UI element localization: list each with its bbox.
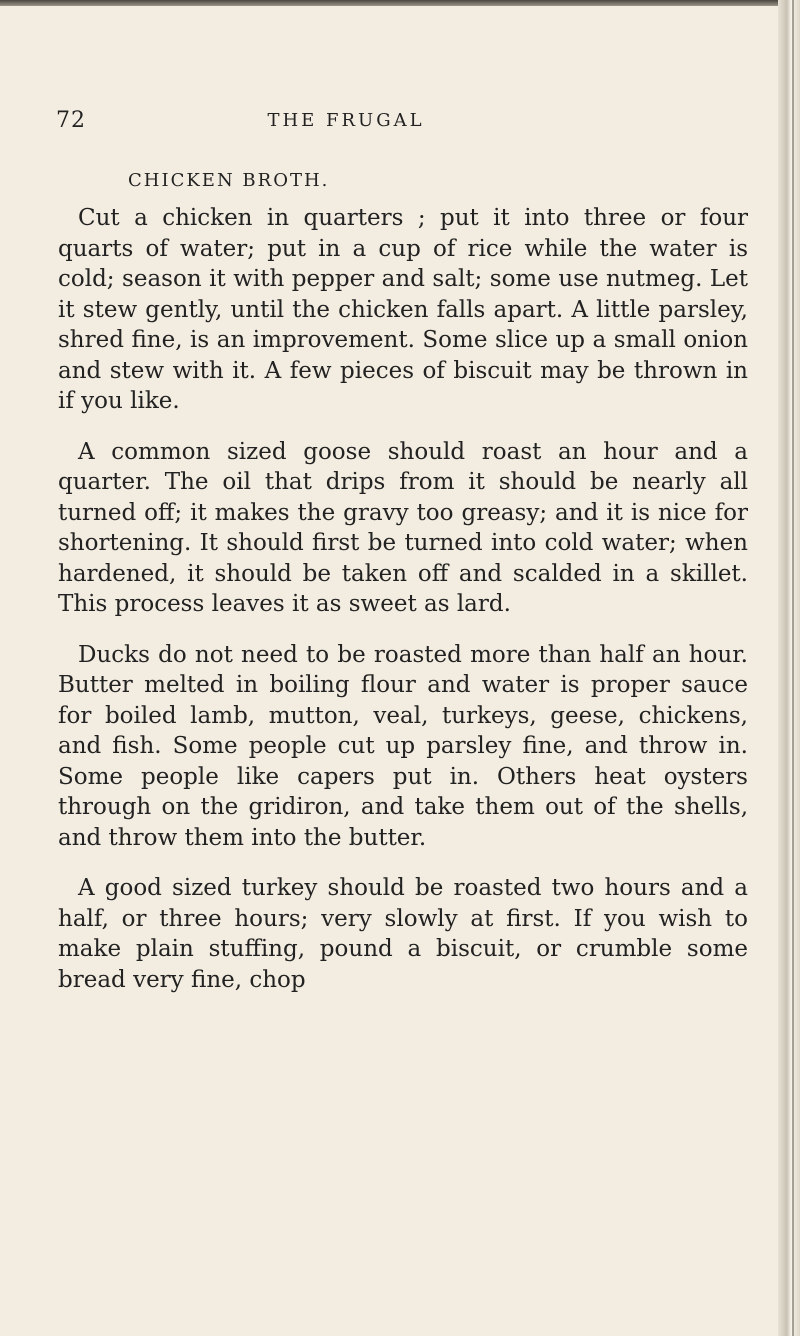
page-header xyxy=(56,108,746,148)
running-head: THE FRUGAL xyxy=(267,110,425,131)
article-body xyxy=(58,170,748,995)
page-right-edge xyxy=(778,0,800,1336)
paragraph-ducks: Ducks do not need to be roasted more than half an hour. Butter melted in boiling flour and water is proper sauce for boiled lamb, mutton, veal, turkeys, geese, chickens, and fish. Some people cut up parsley fine, and throw in. Some people like capers put in. Others heat oysters through on the gridiron, and take them out of the shells, and throw them into the butter. xyxy=(58,641,748,851)
section-title: CHICKEN BROTH. xyxy=(128,170,330,191)
paragraph-goose: A common sized goose should roast an hour and a quarter. The oil that drips from it should be nearly all turned off; it makes the gravy too greasy; and it is nice for shortening. It should first be turned into cold water; when hardened, it should be taken off and scalded in a skillet. This process leaves it as sweet as lard. xyxy=(58,438,748,617)
page-top-edge xyxy=(0,0,800,6)
page-number: 72 xyxy=(56,108,86,133)
paragraph-turkey: A good sized turkey should be roasted two hours and a half, or three hours; very slowly at first. If you wish to make plain stuffing, pound a biscuit, or crumble some bread very fine, chop xyxy=(58,875,748,993)
paragraph-chicken-broth: Cut a chicken in quarters ; put it into three or four quarts of water; put in a cup of rice while the water is cold; season it with pepper and salt; some use nutmeg. Let it stew gently, until the chicken falls apart. A little parsley, shred fine, is an improvement. Some slice up a small onion and stew with it. A few pieces of biscuit may be thrown in if you like. xyxy=(58,205,748,414)
page-edge-line xyxy=(792,0,794,1336)
